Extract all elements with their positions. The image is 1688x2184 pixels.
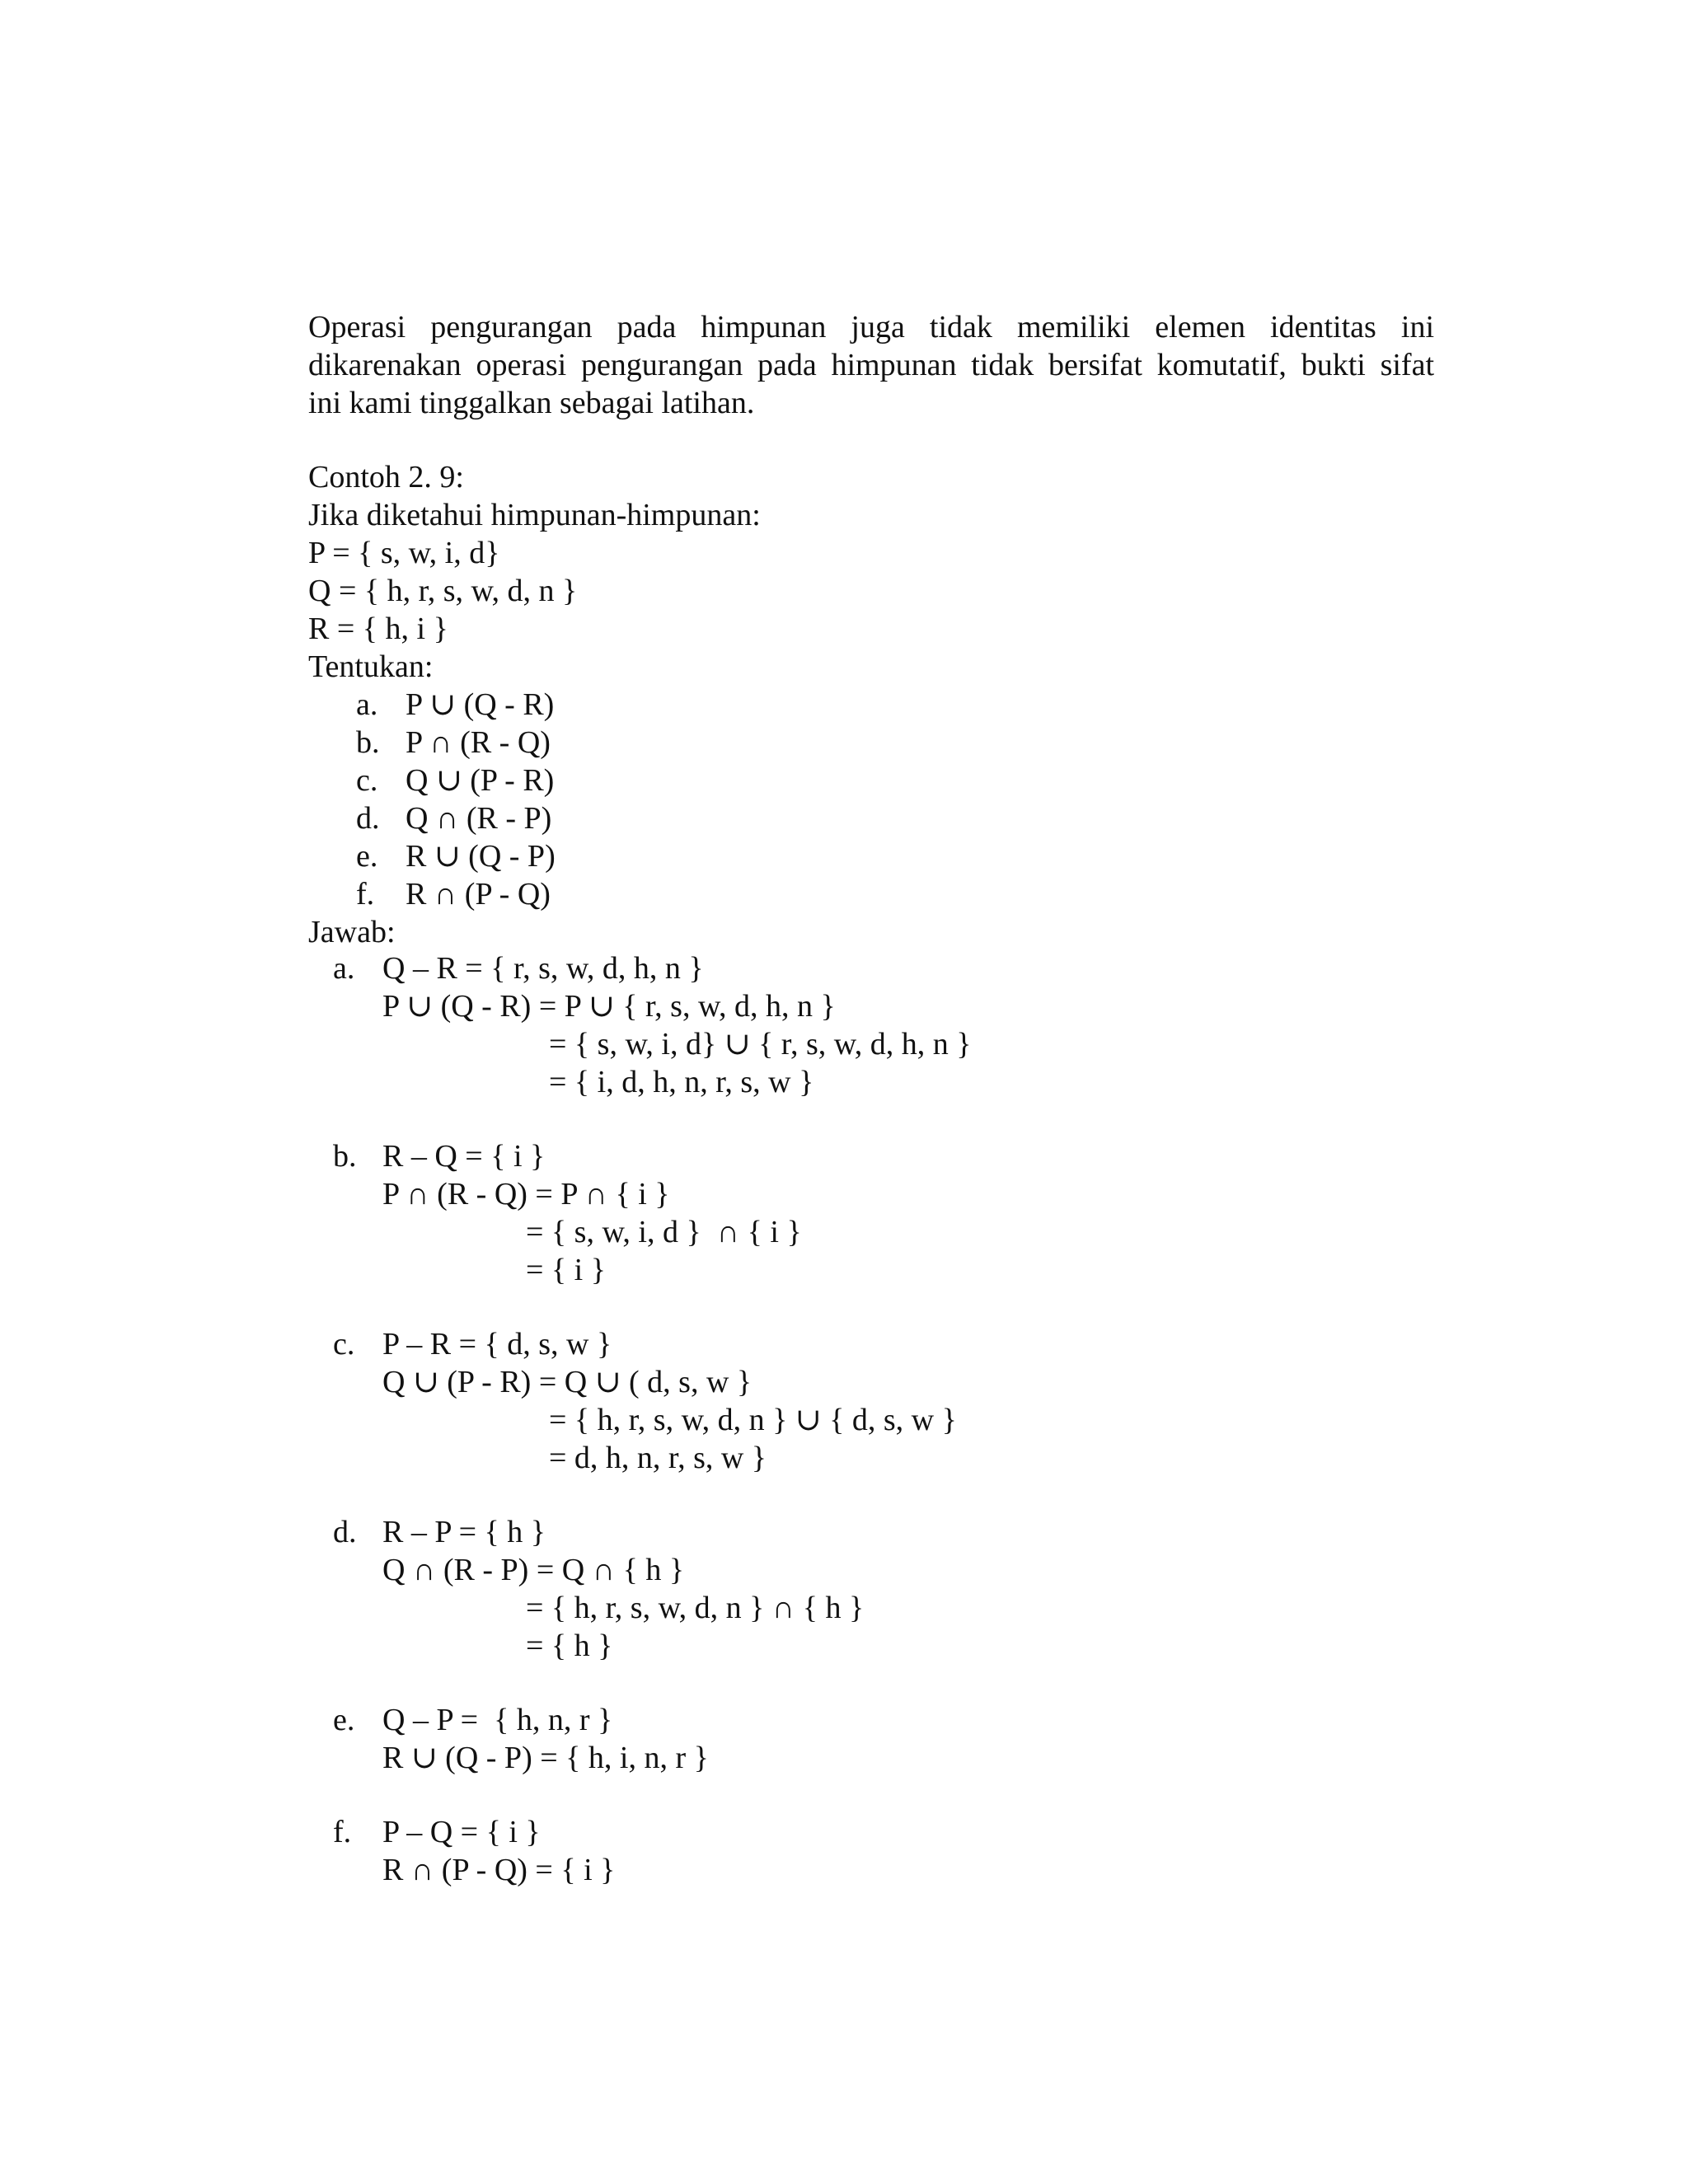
answer-label: Jawab: <box>308 915 396 949</box>
task-label: c. <box>356 763 378 798</box>
intro-line-1: Operasi pengurangan pada himpunan juga tidak memiliki elemen identitas ini <box>308 310 1434 344</box>
answer-b-line-2: P ∩ (R - Q) = P ∩ { i } <box>382 1177 670 1212</box>
answer-label-b: b. <box>333 1139 357 1174</box>
answer-c-line-4: = d, h, n, r, s, w } <box>549 1441 767 1475</box>
intro-line-3: ini kami tinggalkan sebagai latihan. <box>308 386 755 420</box>
task-label: d. <box>356 801 380 836</box>
task-label: b. <box>356 725 380 760</box>
answer-a-line-1: Q – R = { r, s, w, d, h, n } <box>382 951 704 986</box>
answer-label-e: e. <box>333 1703 355 1737</box>
answer-c-line-2: Q ∪ (P - R) = Q ∪ ( d, s, w } <box>382 1365 753 1399</box>
task-expression: Q ∪ (P - R) <box>406 763 555 798</box>
answer-b-line-4: = { i } <box>526 1253 606 1287</box>
task-expression: R ∪ (Q - P) <box>406 839 556 874</box>
answer-d <box>308 1513 1434 1665</box>
intro-line-2: dikarenakan operasi pengurangan pada himpunan tidak bersifat komutatif, bukti sifat <box>308 348 1434 382</box>
answer-label-a: a. <box>333 951 355 986</box>
answer-c <box>308 1325 1434 1477</box>
answer-e <box>308 1701 1434 1777</box>
answer-d-line-1: R – P = { h } <box>382 1515 546 1549</box>
answer-e-line-2: R ∪ (Q - P) = { h, i, n, r } <box>382 1741 709 1775</box>
example-block <box>308 458 1434 951</box>
task-expression: Q ∩ (R - P) <box>406 801 552 836</box>
answer-f <box>308 1813 1434 1889</box>
task-item <box>308 686 1434 724</box>
answer-c-line-3: = { h, r, s, w, d, n } ∪ { d, s, w } <box>549 1403 957 1437</box>
task-item <box>308 875 1434 913</box>
answer-e-line-1: Q – P = { h, n, r } <box>382 1703 613 1737</box>
task-item <box>308 837 1434 875</box>
answer-label-c: c. <box>333 1327 355 1361</box>
task-label: f. <box>356 877 375 912</box>
example-title: Contoh 2. 9: <box>308 460 464 494</box>
task-expression: P ∩ (R - Q) <box>406 725 551 760</box>
task-expression: P ∪ (Q - R) <box>406 687 555 722</box>
answer-f-line-1: P – Q = { i } <box>382 1815 541 1849</box>
answer-label-f: f. <box>333 1815 352 1849</box>
answer-f-line-2: R ∩ (P - Q) = { i } <box>382 1853 616 1887</box>
task-expression: R ∩ (P - Q) <box>406 877 551 912</box>
set-r-definition: R = { h, i } <box>308 612 448 646</box>
given-label: Jika diketahui himpunan-himpunan: <box>308 498 761 532</box>
answer-a-line-3: = { s, w, i, d} ∪ { r, s, w, d, h, n } <box>549 1027 972 1062</box>
task-item <box>308 724 1434 762</box>
task-label: e. <box>356 839 378 874</box>
answer-label-d: d. <box>333 1515 357 1549</box>
answer-d-line-3: = { h, r, s, w, d, n } ∩ { h } <box>526 1591 865 1625</box>
set-p-definition: P = { s, w, i, d} <box>308 536 500 570</box>
task-item <box>308 799 1434 837</box>
answer-b-line-1: R – Q = { i } <box>382 1139 546 1174</box>
task-item <box>308 762 1434 799</box>
answer-a-line-2: P ∪ (Q - R) = P ∪ { r, s, w, d, h, n } <box>382 989 836 1024</box>
answer-b-line-3: = { s, w, i, d } ∩ { i } <box>526 1215 802 1249</box>
answer-d-line-2: Q ∩ (R - P) = Q ∩ { h } <box>382 1553 685 1587</box>
answer-d-line-4: = { h } <box>526 1629 613 1663</box>
answer-a-line-4: = { i, d, h, n, r, s, w } <box>549 1065 814 1099</box>
intro-paragraph <box>308 308 1434 422</box>
task-label: a. <box>356 687 378 722</box>
set-q-definition: Q = { h, r, s, w, d, n } <box>308 574 578 608</box>
answer-a <box>308 949 1434 1101</box>
tasks-label: Tentukan: <box>308 649 434 684</box>
answer-c-line-1: P – R = { d, s, w } <box>382 1327 612 1361</box>
answer-b <box>308 1137 1434 1289</box>
